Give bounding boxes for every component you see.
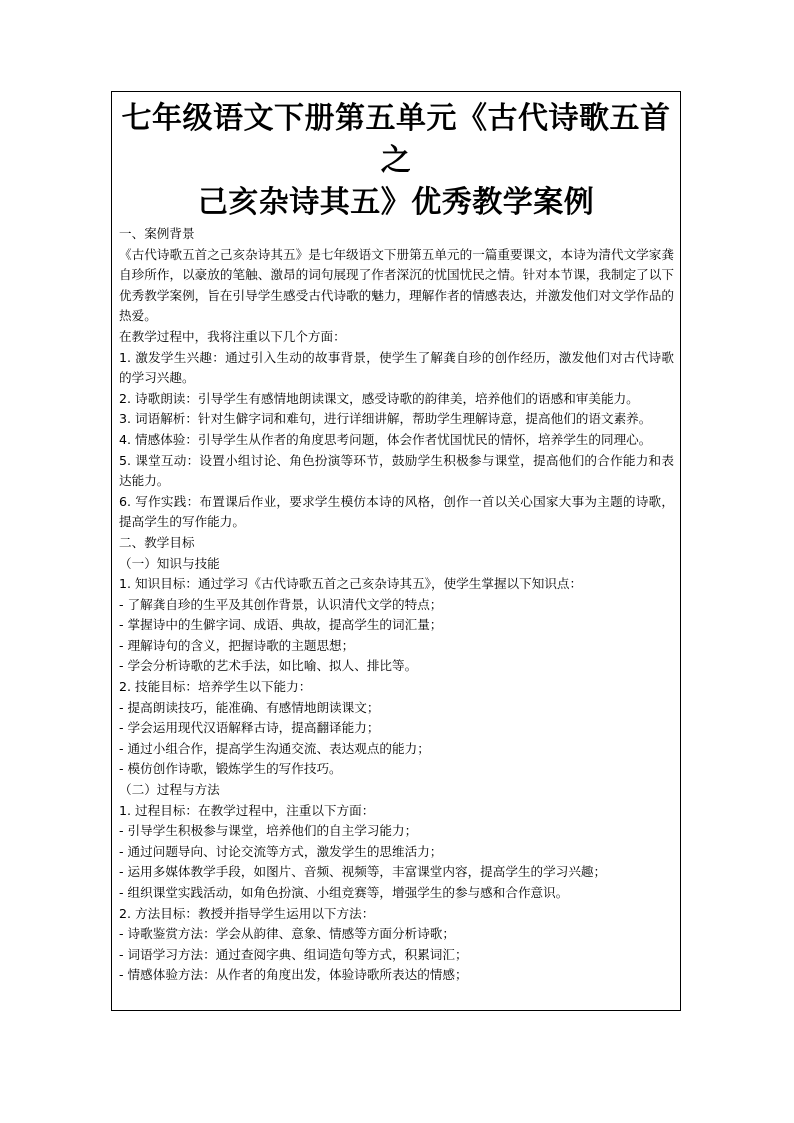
bullet-item: - 通过问题导向、讨论交流等方式，激发学生的思维活力； xyxy=(119,843,443,859)
bullet-item: - 学会分析诗歌的艺术手法，如比喻、拟人、排比等。 xyxy=(119,658,418,674)
numbered-item: 3. 词语解析：针对生僻字词和难句，进行详细讲解，帮助学生理解诗意，提高他们的语文素养。 xyxy=(119,411,652,427)
numbered-item: 2. 诗歌朗读：引导学生有感情地朗读课文，感受诗歌的韵律美，培养他们的语感和审美能力。 xyxy=(119,390,639,406)
bullet-item: - 词语学习方法：通过查阅字典、组词造句等方式，积累词汇； xyxy=(119,946,468,962)
numbered-item: 1. 激发学生兴趣：通过引入生动的故事背景，使学生了解龚自珍的创作经历，激发他们对古代诗歌的学习兴趣。 xyxy=(119,349,674,386)
body-paragraph: 在教学过程中，我将注重以下几个方面： xyxy=(119,328,346,344)
document-title xyxy=(112,92,680,224)
numbered-item: 4. 情感体验：引导学生从作者的角度思考问题，体会作者忧国忧民的情怀，培养学生的同理心。 xyxy=(119,431,652,447)
bullet-item: - 引导学生积极参与课堂，培养他们的自主学习能力； xyxy=(119,823,418,839)
bullet-item: - 理解诗句的含义，把握诗歌的主题思想； xyxy=(119,637,355,653)
title-line-1: 七年级语文下册第五单元《古代诗歌五首之 xyxy=(121,101,671,178)
section-heading-goals: 二、教学目标 xyxy=(119,534,195,550)
numbered-item: 1. 知识目标：通过学习《古代诗歌五首之己亥杂诗其五》，使学生掌握以下知识点： xyxy=(119,576,583,592)
bullet-item: - 诗歌鉴赏方法：学会从韵律、意象、情感等方面分析诗歌； xyxy=(119,926,455,942)
numbered-item: 2. 方法目标：教授并指导学生运用以下方法： xyxy=(119,905,375,921)
intro-paragraph: 《古代诗歌五首之己亥杂诗其五》是七年级语文下册第五单元的一篇重要课文，本诗为清代文学家龚自珍所作，以豪放的笔触、激昂的词句展现了作者深沉的忧国忧民之情。针对本节课，我制定了以下优秀教学案例，旨在引导学生感受古代诗歌的魅力，理解作者的情感表达，并激发他们对文学作品的热爱。 xyxy=(119,246,674,324)
numbered-item: 2. 技能目标：培养学生以下能力： xyxy=(119,679,312,695)
numbered-item: 6. 写作实践：布置课后作业，要求学生模仿本诗的风格，创作一首以关心国家大事为主题的诗歌，提高学生的写作能力。 xyxy=(119,493,674,530)
bullet-item: - 运用多媒体教学手段，如图片、音频、视频等，丰富课堂内容，提高学生的学习兴趣； xyxy=(119,864,607,880)
section-heading-background: 一、案例背景 xyxy=(119,226,195,241)
subsection-heading: （二）过程与方法 xyxy=(119,782,220,798)
bullet-item: - 通过小组合作，提高学生沟通交流、表达观点的能力； xyxy=(119,740,430,756)
bullet-item: - 模仿创作诗歌，锻炼学生的写作技巧。 xyxy=(119,761,342,777)
bullet-item: - 组织课堂实践活动，如角色扮演、小组竞赛等，增强学生的参与感和合作意识。 xyxy=(119,885,569,900)
bullet-item: - 情感体验方法：从作者的角度出发，体验诗歌所表达的情感； xyxy=(119,967,468,983)
title-line-2: 己亥杂诗其五》优秀教学案例 xyxy=(197,185,595,220)
document-body xyxy=(112,224,680,986)
numbered-item: 5. 课堂互动：设置小组讨论、角色扮演等环节，鼓励学生积极参与课堂，提高他们的合作能力和表达能力。 xyxy=(119,452,674,489)
bullet-item: - 学会运用现代汉语解释古诗，提高翻译能力； xyxy=(119,720,380,736)
bullet-item: - 了解龚自珍的生平及其创作背景，认识清代文学的特点； xyxy=(119,596,443,612)
document-table-frame xyxy=(111,91,681,1011)
bullet-item: - 提高朗读技巧，能准确、有感情地朗读课文； xyxy=(119,699,380,715)
numbered-item: 1. 过程目标：在教学过程中，注重以下方面： xyxy=(119,802,375,818)
subsection-heading: （一）知识与技能 xyxy=(119,555,220,571)
bullet-item: - 掌握诗中的生僻字词、成语、典故，提高学生的词汇量； xyxy=(119,617,443,633)
